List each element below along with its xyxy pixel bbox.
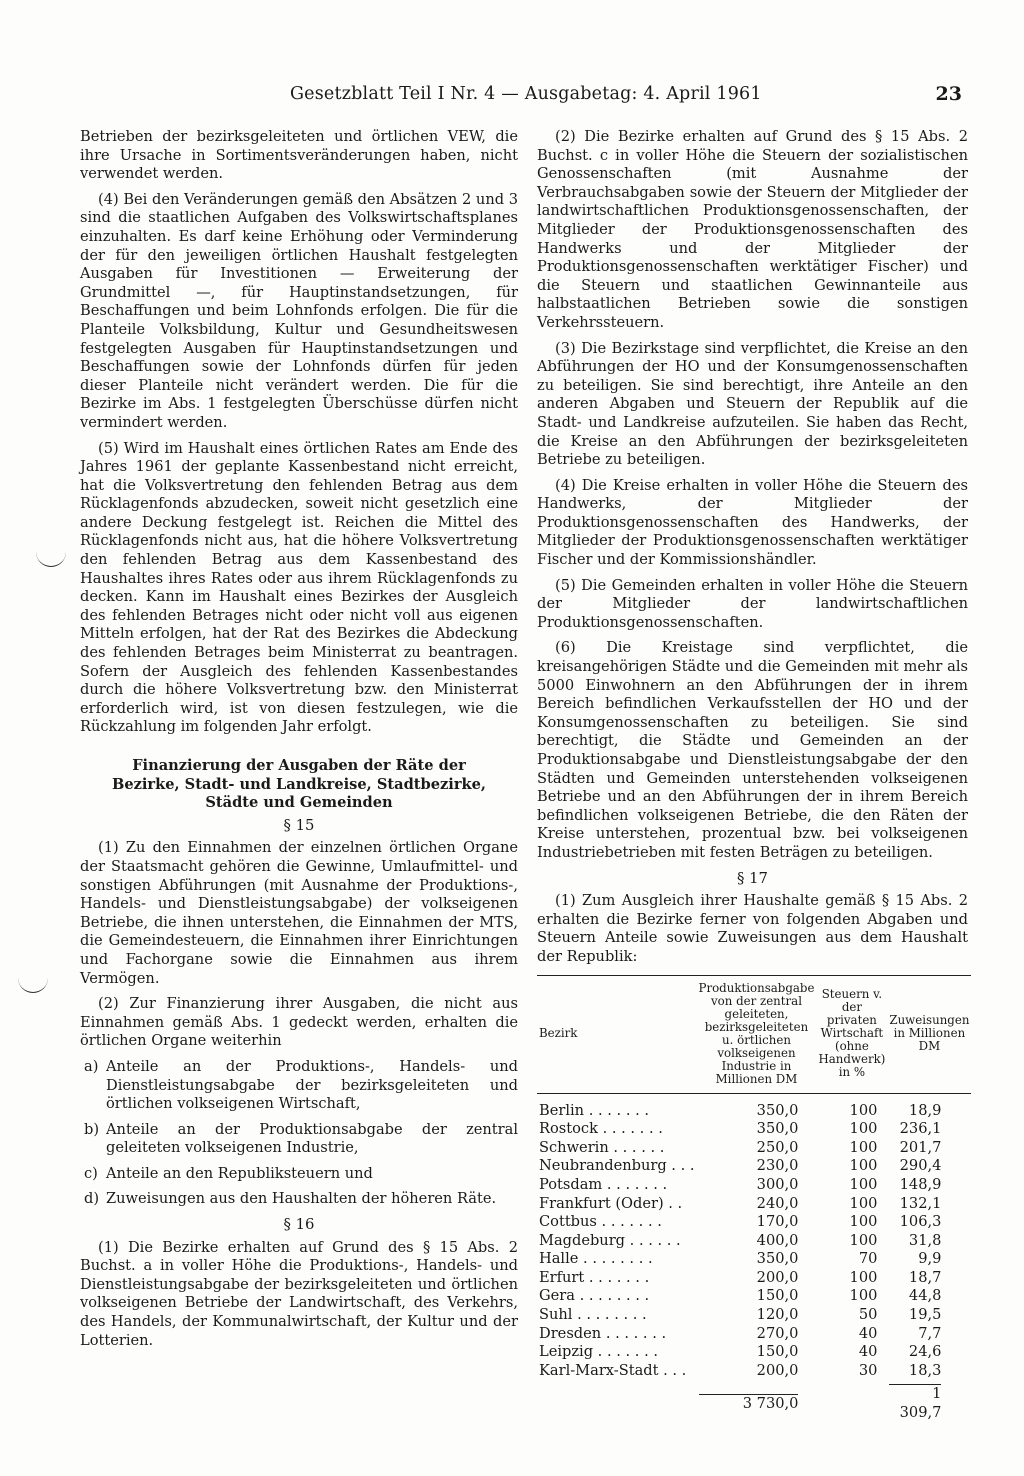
produktionsabgabe-value: 250,0: [756, 1138, 799, 1156]
table-row: [537, 1093, 971, 1120]
list-label: c): [84, 1164, 98, 1182]
bezirk-name: Schwerin . . . . . .: [539, 1138, 665, 1156]
total-steuern-cell: [816, 1380, 887, 1422]
paragraph-continued: Betrieben der bezirksgeleiteten und örtlichen VEW, die ihre Ursache in Sortimentsveränderungen haben, nicht verwendet werden.: [80, 128, 518, 183]
section-heading: Finanzierung der Ausgaben der Räte der Bezirke, Stadt- und Landkreise, Stadtbezirke, Städte und Gemeinden: [111, 757, 486, 812]
bezirk-name: Erfurt . . . . . . .: [539, 1268, 650, 1286]
list-item: [80, 1058, 518, 1114]
bezirk-name: Neubrandenburg . . .: [539, 1157, 695, 1175]
paragraph-5: (5) Wird im Haushalt eines örtlichen Rates am Ende des Jahres 1961 der geplante Kassenbestand nicht erreicht, hat die Volksvertretung den fehlenden Betrag aus dem Rücklagenfonds abzudecken, soweit nicht gesetzlich eine andere Deckung festgelegt ist. Reichen die Mittel des Rücklagenfonds nicht aus, hat die höhere Volksvertretung den fehlenden Betrag aus dem Kassenbestand des Haushaltes ihres Rates oder aus ihrem Rücklagenfonds zu decken. Kann im Haushalt eines Bezirkes der Ausgleich des fehlenden Betrages nicht oder nicht voll aus eigenen Mitteln erfolgen, hat der Rat des Bezirkes die Abdeckung des fehlenden Betrages beim Ministerrat zu beantragen. Sofern der Ausgleich des fehlenden Kassenbestandes durch die höhere Volksvertretung bzw. den Ministerrat erforderlich wird, ist von diesen festzulegen, wie die Rückzahlung im folgenden Jahr erfolgt.: [80, 439, 518, 736]
table-row: [537, 1325, 971, 1344]
total-produktionsabgabe: [697, 1380, 817, 1422]
list-item: [80, 1190, 518, 1209]
page-header: [280, 84, 968, 110]
steuern-value: 100: [849, 1101, 878, 1119]
s16-paragraph-3: (3) Die Bezirkstage sind verpflichtet, die Kreise an den Abführungen der HO und der Konsumgenossenschaften zu beteiligen. Sie sind berechtigt, ihre Anteile an den anderen Abgaben und Steuern der Republik auf die Stadt- und Landkreise aufzuteilen. Sie haben das Recht, die Kreise an den Abführungen der bezirksgeleiteten Betriebe zu beteiligen.: [537, 339, 968, 469]
steuern-value: 50: [858, 1306, 878, 1324]
zuweisungen-value: 201,7: [899, 1138, 942, 1156]
list-item: [80, 1121, 518, 1158]
steuern-value: 30: [858, 1361, 878, 1379]
steuern-value: 40: [858, 1324, 878, 1342]
produktionsabgabe-value: 230,0: [756, 1157, 799, 1175]
zuweisungen-value: 31,8: [908, 1231, 942, 1249]
bezirk-name: Frankfurt (Oder) . .: [539, 1194, 683, 1212]
table-row: [537, 1362, 971, 1381]
header-bezirk: Bezirk: [537, 975, 697, 1093]
steuern-value: 70: [858, 1250, 878, 1268]
produktionsabgabe-value: 120,0: [756, 1306, 799, 1324]
header-produktionsabgabe: Produktionsabgabe von der zentral geleiteten, bezirksgeleiteten u. örtlichen volkseigenen Industrie in Millionen DM: [697, 975, 817, 1093]
produktionsabgabe-value: 300,0: [756, 1175, 799, 1193]
margin-mark-1: [36, 552, 66, 567]
bezirk-name: Gera . . . . . . . .: [539, 1287, 650, 1305]
produktionsabgabe-value: 200,0: [756, 1361, 799, 1379]
list-text: Anteile an den Republiksteuern und: [106, 1164, 373, 1182]
zuweisungen-value: 106,3: [899, 1213, 942, 1231]
s16-paragraph-4: (4) Die Kreise erhalten in voller Höhe die Steuern des Handwerks, der Mitglieder der Produktionsgenossenschaften des Handwerks, der Mitglieder der Produktionsgenossenschaften werktätiger Fischer und der Kommissionshändler.: [537, 476, 968, 569]
zuweisungen-value: 24,6: [908, 1343, 942, 1361]
table-row: [537, 1139, 971, 1158]
bezirk-name: Suhl . . . . . . . .: [539, 1306, 647, 1324]
steuern-value: 100: [849, 1287, 878, 1305]
sum-line: [699, 1394, 799, 1414]
section-15-title: § 15: [283, 816, 315, 834]
header-steuern: Steuern v. der privaten Wirtschaft (ohne Handwerk) in %: [816, 975, 887, 1093]
zuweisungen-value: 18,9: [908, 1101, 942, 1119]
zuweisungen-value: 290,4: [899, 1157, 942, 1175]
sum-line: [889, 1384, 941, 1422]
table-row: [537, 1213, 971, 1232]
produktionsabgabe-value: 270,0: [756, 1324, 799, 1342]
list-text: Zuweisungen aus den Haushalten der höheren Räte.: [106, 1190, 497, 1208]
produktionsabgabe-value: 350,0: [756, 1250, 799, 1268]
table-row: [537, 1306, 971, 1325]
s16-paragraph-1: (1) Die Bezirke erhalten auf Grund des § 15 Abs. 2 Buchst. a in voller Höhe die Produktions-, Handels- und Dienstleistungsabgabe der bezirksgeleiteten und örtlichen volkseigenen Betriebe der Landwirtschaft, des Verkehrs, des Handels, der Kommunalwirtschaft, der Kultur und der Lotterien.: [80, 1238, 518, 1349]
zuweisungen-value: 19,5: [908, 1306, 942, 1324]
list-label: a): [84, 1057, 99, 1075]
bezirk-name: Berlin . . . . . . .: [539, 1101, 650, 1119]
table-body: [537, 1093, 971, 1380]
total-zuw-value: 1 309,7: [899, 1385, 942, 1422]
zuweisungen-value: 9,9: [918, 1250, 942, 1268]
zuweisungen-value: 7,7: [918, 1324, 942, 1342]
table-header-row: [537, 975, 971, 1093]
zuweisungen-value: 18,3: [908, 1361, 942, 1379]
total-prod-value: 3 730,0: [742, 1394, 799, 1412]
steuern-value: 100: [849, 1213, 878, 1231]
produktionsabgabe-value: 200,0: [756, 1268, 799, 1286]
bezirk-name: Halle . . . . . . . .: [539, 1250, 653, 1268]
bezirk-name: Leipzig . . . . . . .: [539, 1343, 658, 1361]
steuern-value: 100: [849, 1231, 878, 1249]
page-number: 23: [935, 83, 962, 105]
right-column: [537, 128, 968, 1423]
list-text: Anteile an der Produktionsabgabe der zentral geleiteten volkseigenen Industrie,: [106, 1120, 518, 1157]
produktionsabgabe-value: 150,0: [756, 1343, 799, 1361]
zuweisungen-value: 132,1: [899, 1194, 942, 1212]
bezirk-name: Potsdam . . . . . . .: [539, 1175, 668, 1193]
s16-paragraph-5: (5) Die Gemeinden erhalten in voller Höhe die Steuern der Mitglieder der landwirtschaftlichen Produktionsgenossenschaften.: [537, 576, 968, 631]
paragraph-4: (4) Bei den Veränderungen gemäß den Absätzen 2 und 3 sind die staatlichen Aufgaben des Volkswirtschaftsplanes einzuhalten. Es darf keine Erhöhung oder Verminderung der für den jeweiligen örtlichen Haushalt festgelegten Ausgaben für Investitionen — Erweiterung der Grundmittel —, für Hauptinstandsetzungen, für Beschaffungen und beim Lohnfonds erfolgen. Die für die Planteile Volksbildung, Kultur und Gesundheitswesen festgelegten Ausgaben für Hauptinstandsetzungen und Beschaffungen sowie der Lohnfonds dürfen für jeden dieser Planteile nicht verändert werden. Die für die Bezirke im Abs. 1 festgelegten Überschüsse dürfen nicht vermindert werden.: [80, 190, 518, 431]
total-zuweisungen: [887, 1380, 971, 1422]
steuern-value: 100: [849, 1120, 878, 1138]
table-row: [537, 1250, 971, 1269]
produktionsabgabe-value: 400,0: [756, 1231, 799, 1249]
steuern-value: 100: [849, 1175, 878, 1193]
table-total-row: [537, 1380, 971, 1422]
section-17-title: § 17: [737, 869, 768, 887]
list-text: Anteile an der Produktions-, Handels- und Dienstleistungsabgabe der bezirksgeleiteten und örtlichen volkseigenen Wirtschaft,: [106, 1057, 518, 1113]
produktionsabgabe-value: 240,0: [756, 1194, 799, 1212]
produktionsabgabe-value: 350,0: [756, 1120, 799, 1138]
table-row: [537, 1176, 971, 1195]
bezirk-name: Karl-Marx-Stadt . . .: [539, 1361, 687, 1379]
s16-paragraph-6: (6) Die Kreistage sind verpflichtet, die kreisangehörigen Städte und die Gemeinden mit mehr als 5000 Einwohnern an den Abführungen der in ihrem Bereich befindlichen Verkaufsstellen der HO und der Konsumgenossenschaften zu beteiligen. Sie sind berechtigt, die Städte und Gemeinden an der Produktionsabgabe und Dienstleistungsabgabe der den Städten und Gemeinden unterstehenden volkseigenen Betriebe und an den Abführungen der in ihrem Bereich befindlichen volkseigenen Betriebe, die den Räten der Kreise unterstehen, prozentual bzw. bei volkseigenen Industriebetrieben mit festen Beträgen zu beteiligen.: [537, 639, 968, 861]
steuern-value: 100: [849, 1194, 878, 1212]
bezirk-allocation-table: [537, 975, 971, 1423]
produktionsabgabe-value: 170,0: [756, 1213, 799, 1231]
steuern-value: 100: [849, 1268, 878, 1286]
table-row: [537, 1287, 971, 1306]
bezirk-name: Rostock . . . . . . .: [539, 1120, 663, 1138]
steuern-value: 100: [849, 1157, 878, 1175]
header-title: Gesetzblatt Teil I Nr. 4 — Ausgabetag: 4. April 1961: [290, 84, 762, 104]
s15-paragraph-1: (1) Zu den Einnahmen der einzelnen örtlichen Organe der Staatsmacht gehören die Gewinne, Umlaufmittel- und sonstigen Abführungen (mit Ausnahme der Produktions-, Handels- und Dienstleistungsabgabe) der volkseigenen Betriebe, die ihnen unterstehen, die Einnahmen der MTS, die Gemeindesteuern, die Einnahmen ihrer Einrichtungen und Fachorgane sowie die Einnahmen aus ihrem Vermögen.: [80, 839, 518, 987]
zuweisungen-value: 18,7: [908, 1268, 942, 1286]
margin-mark-2: [18, 978, 48, 993]
left-column: [80, 128, 518, 1357]
zuweisungen-value: 44,8: [908, 1287, 942, 1305]
section-16-title: § 16: [283, 1216, 315, 1234]
table-row: [537, 1195, 971, 1214]
s16-paragraph-2: (2) Die Bezirke erhalten auf Grund des § 15 Abs. 2 Buchst. c in voller Höhe die Steuern der sozialistischen Genossenschaften (mit Ausnahme der Verbrauchsabgaben sowie der Steuern der Mitglieder der landwirtschaftlichen Produktionsgenossenschaften, der Mitglieder der Produktionsgenossenschaften des Handwerks und der Mitglieder der Produktionsgenossenschaften werktätiger Fischer) und die Steuern und staatlichen Gewinnanteile aus halbstaatlichen Betrieben sowie die sonstigen Verkehrssteuern.: [537, 128, 968, 331]
table-row: [537, 1343, 971, 1362]
total-label-cell: [537, 1380, 697, 1422]
bezirk-name: Cottbus . . . . . . .: [539, 1213, 662, 1231]
produktionsabgabe-value: 350,0: [756, 1101, 799, 1119]
list-label: d): [84, 1190, 100, 1208]
list-label: b): [84, 1120, 100, 1138]
zuweisungen-value: 236,1: [899, 1120, 942, 1138]
list-item: [80, 1165, 518, 1184]
s15-paragraph-2: (2) Zur Finanzierung ihrer Ausgaben, die nicht aus Einnahmen gemäß Abs. 1 gedeckt werden, erhalten die örtlichen Organe weiterhin: [80, 995, 518, 1050]
bezirk-name: Magdeburg . . . . . .: [539, 1231, 681, 1249]
table-row: [537, 1232, 971, 1251]
table-row: [537, 1157, 971, 1176]
zuweisungen-value: 148,9: [899, 1175, 942, 1193]
s17-paragraph-1: (1) Zum Ausgleich ihrer Haushalte gemäß § 15 Abs. 2 erhalten die Bezirke ferner von folgenden Abgaben und Steuern Anteile sowie Zuweisungen aus dem Haushalt der Republik:: [537, 892, 968, 965]
bezirk-name: Dresden . . . . . . .: [539, 1324, 667, 1342]
produktionsabgabe-value: 150,0: [756, 1287, 799, 1305]
header-zuweisungen: Zuweisungen in Millionen DM: [887, 975, 971, 1093]
table-row: [537, 1269, 971, 1288]
steuern-value: 100: [849, 1138, 878, 1156]
steuern-value: 40: [858, 1343, 878, 1361]
table-row: [537, 1120, 971, 1139]
